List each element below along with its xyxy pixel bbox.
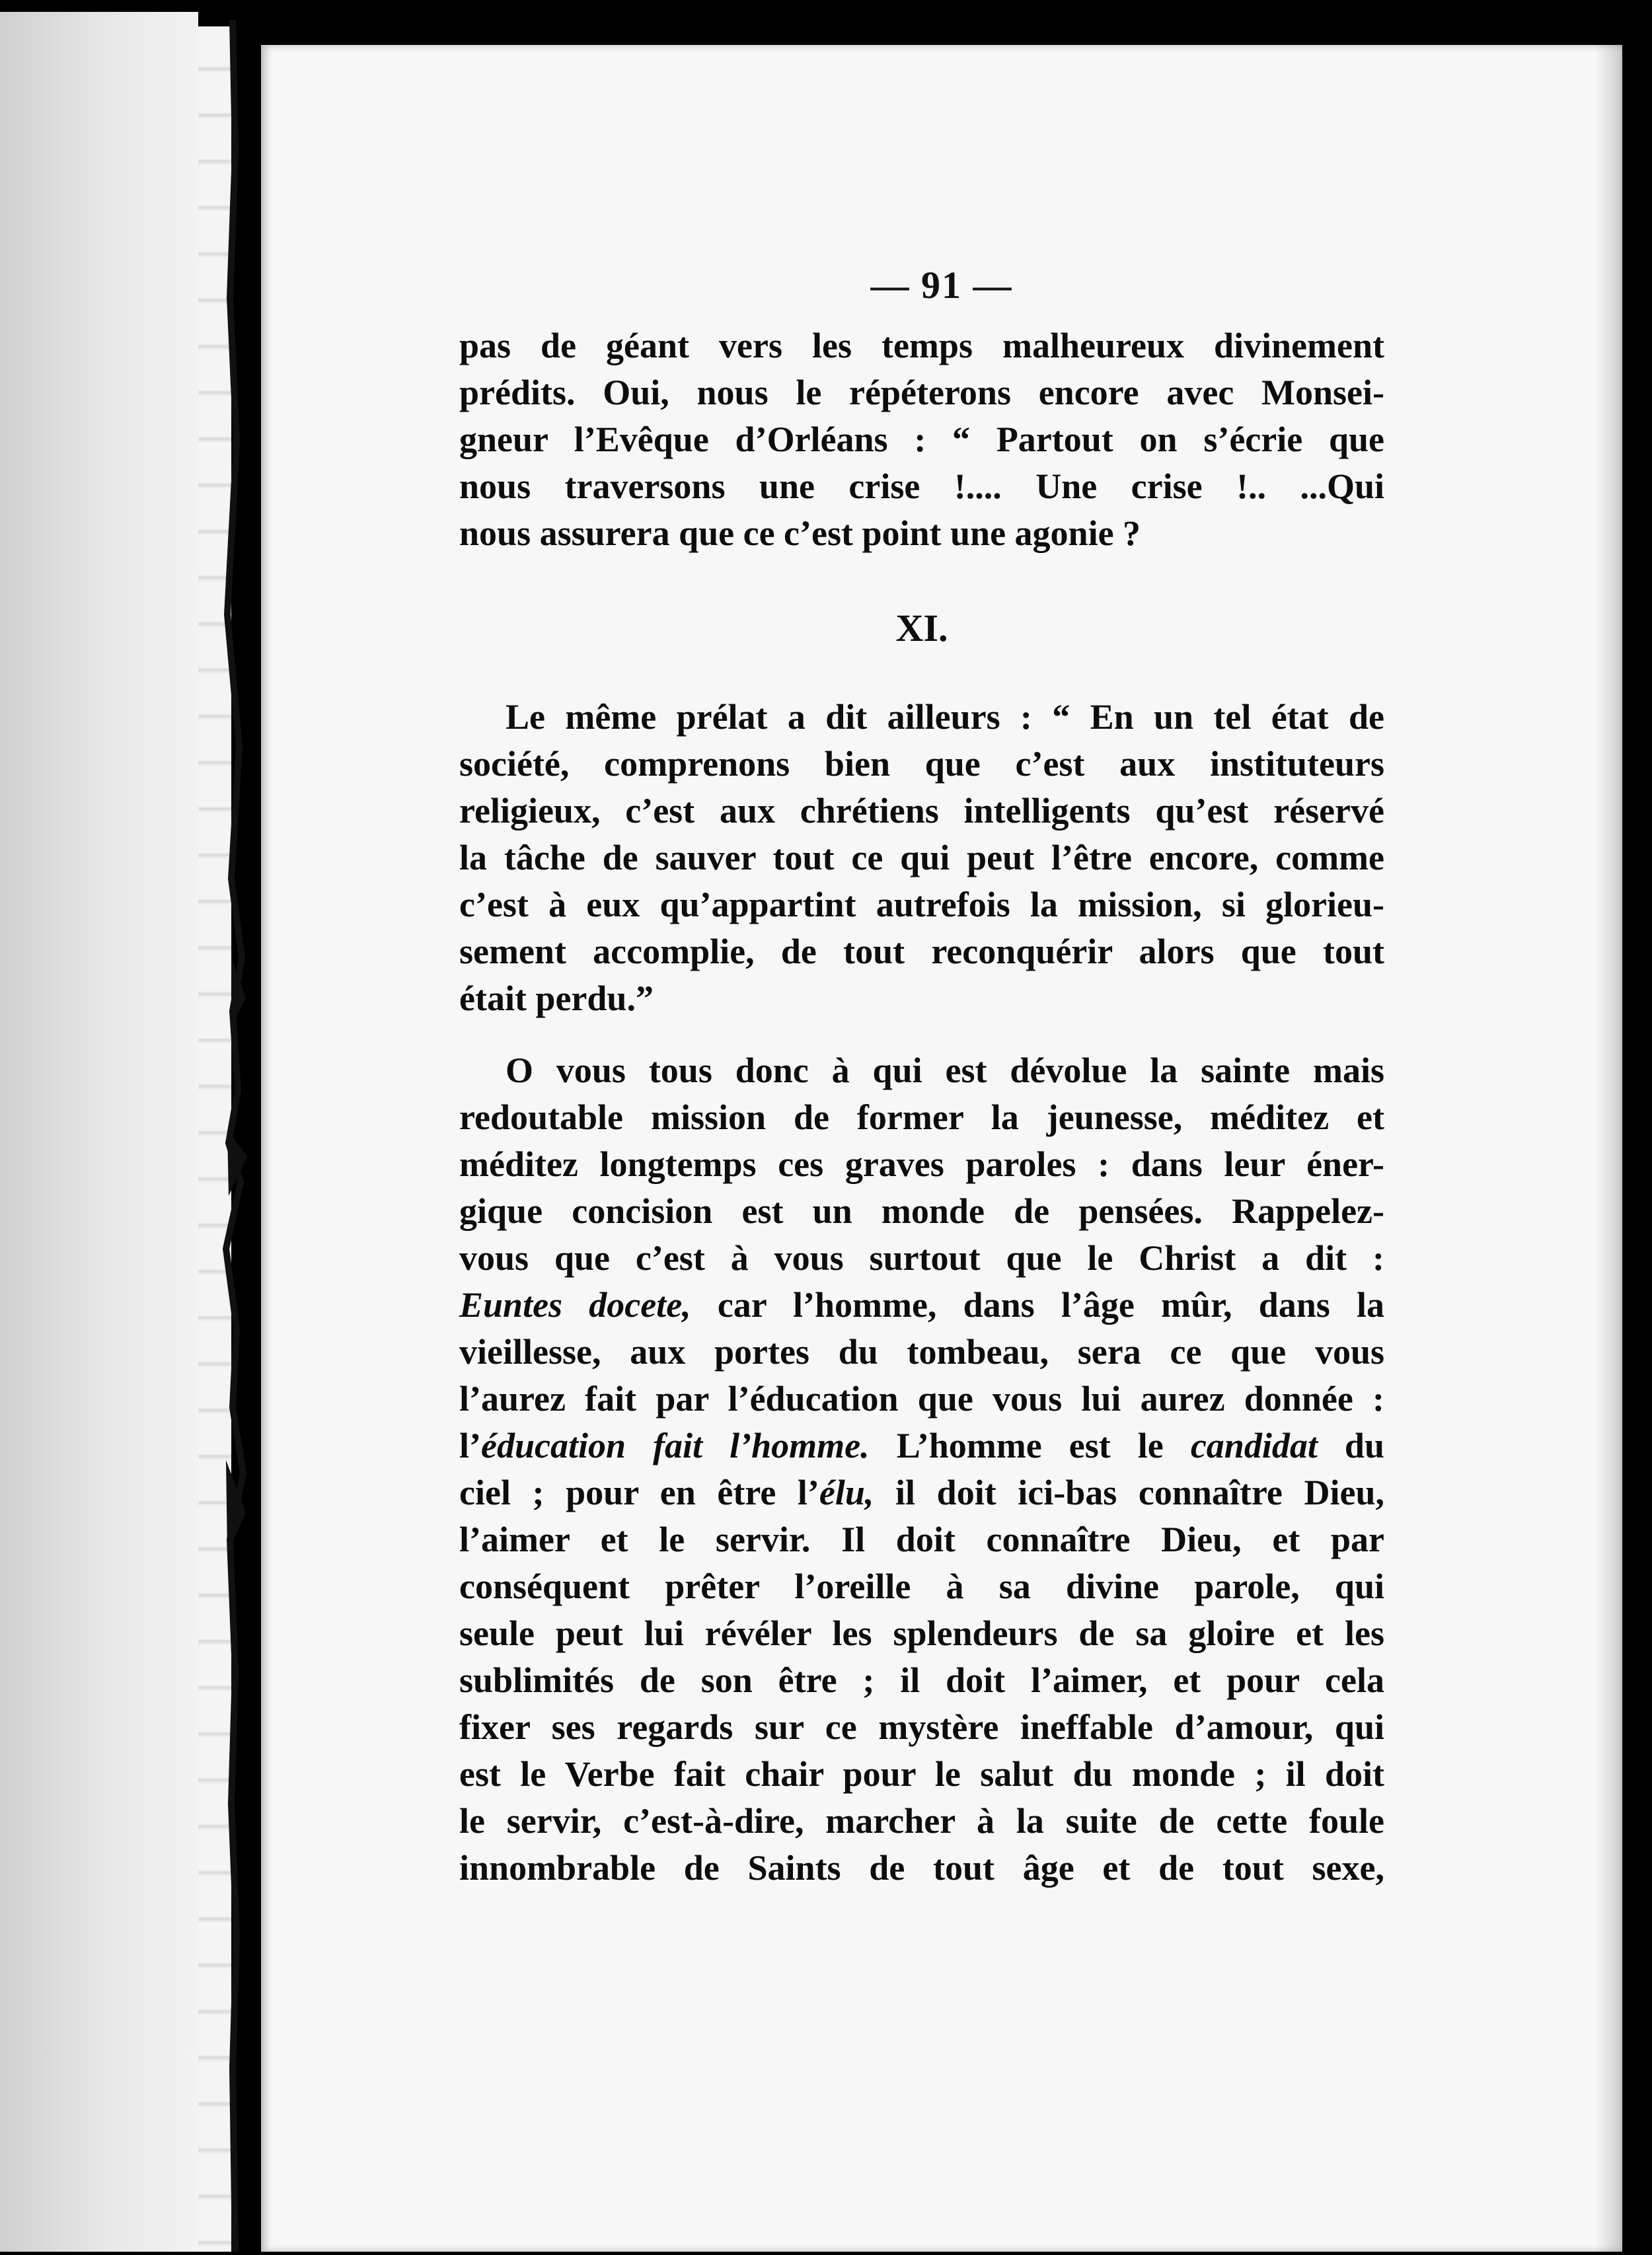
text-line: redoutable mission de former la jeunesse, méditez et <box>459 1097 1384 1137</box>
text-line: est le Verbe fait chair pour le salut du monde ; il doit <box>459 1754 1384 1794</box>
page-edge-shadow <box>1596 45 1622 2252</box>
italic-phrase: élu, <box>819 1473 874 1512</box>
italic-phrase: Euntes docete, <box>459 1285 691 1325</box>
paragraph-gap <box>459 1022 1384 1047</box>
text-line: prédits. Oui, nous le répéterons encore avec Monsei- <box>459 373 1384 412</box>
text-line: nous assurera que ce c’est point une agonie ? <box>459 513 1141 553</box>
text-line: innombrable de Saints de tout âge et de tout sexe, <box>459 1848 1384 1888</box>
paragraph-continuation <box>459 322 1384 557</box>
text-segment: il doit ici-bas connaître Dieu, <box>874 1473 1384 1512</box>
text-line <box>459 1282 1384 1329</box>
book-page <box>261 45 1622 2252</box>
text-line: l’aimer et le servir. Il doit connaître Dieu, et par <box>459 1520 1384 1559</box>
text-line: vous que c’est à vous surtout que le Christ a dit : <box>459 1238 1384 1278</box>
text-line: sublimités de son être ; il doit l’aimer, et pour cela <box>459 1660 1384 1700</box>
text-line: sement accomplie, de tout reconquérir alors que tout <box>459 932 1384 971</box>
text-line: société, comprenons bien que c’est aux instituteurs <box>459 744 1384 784</box>
text-segment: L’homme est le <box>869 1426 1191 1465</box>
paragraph-exhortation <box>459 1047 1384 1892</box>
text-line: méditez longtemps ces graves paroles : dans leur éner- <box>459 1144 1384 1184</box>
body-text <box>459 322 1384 1892</box>
text-line: religieux, c’est aux chrétiens intelligents qu’est réservé <box>459 791 1384 831</box>
text-line: gneur l’Evêque d’Orléans : “ Partout on s’écrie que <box>459 420 1384 459</box>
text-line: pas de géant vers les temps malheureux divinement <box>459 326 1384 365</box>
text-segment: ciel ; pour en être l’ <box>459 1473 819 1512</box>
text-line: fixer ses regards sur ce mystère ineffable d’amour, qui <box>459 1707 1384 1747</box>
italic-phrase: éducation fait l’homme. <box>481 1426 870 1465</box>
text-line: conséquent prêter l’oreille à sa divine parole, qui <box>459 1567 1384 1606</box>
text-line: vieillesse, aux portes du tombeau, sera ce que vous <box>459 1332 1384 1372</box>
page-number: — 91 — <box>870 264 1013 307</box>
text-line: nous traversons une crise !.... Une crise !.. ...Qui <box>459 466 1384 506</box>
paragraph-quote <box>459 694 1384 1022</box>
previous-page-margin <box>0 12 198 2252</box>
text-segment: car l’homme, dans l’âge mûr, dans la <box>691 1285 1384 1325</box>
torn-binding <box>213 20 252 2252</box>
text-line <box>459 1423 1384 1469</box>
text-line: l’aurez fait par l’éducation que vous lui aurez donnée : <box>459 1379 1384 1419</box>
torn-binding-shape <box>213 20 252 2252</box>
text-line: c’est à eux qu’appartint autrefois la mission, si glorieu- <box>459 885 1384 924</box>
text-line: gique concision est un monde de pensées. Rappelez- <box>459 1191 1384 1231</box>
section-heading: XI. <box>895 607 948 649</box>
text-segment: l’ <box>459 1426 481 1465</box>
text-line: le servir, c’est-à-dire, marcher à la suite de cette foule <box>459 1801 1384 1841</box>
italic-phrase: candidat <box>1190 1426 1318 1465</box>
text-line: la tâche de sauver tout ce qui peut l’être encore, comme <box>459 838 1384 877</box>
text-line <box>459 1469 1384 1516</box>
text-segment: du <box>1317 1426 1384 1465</box>
text-line: était perdu.” <box>459 979 654 1018</box>
text-line: O vous tous donc à qui est dévolue la sainte mais <box>506 1051 1384 1090</box>
text-line: Le même prélat a dit ailleurs : “ En un tel état de <box>506 697 1384 737</box>
text-line: seule peut lui révéler les splendeurs de sa gloire et les <box>459 1613 1384 1653</box>
